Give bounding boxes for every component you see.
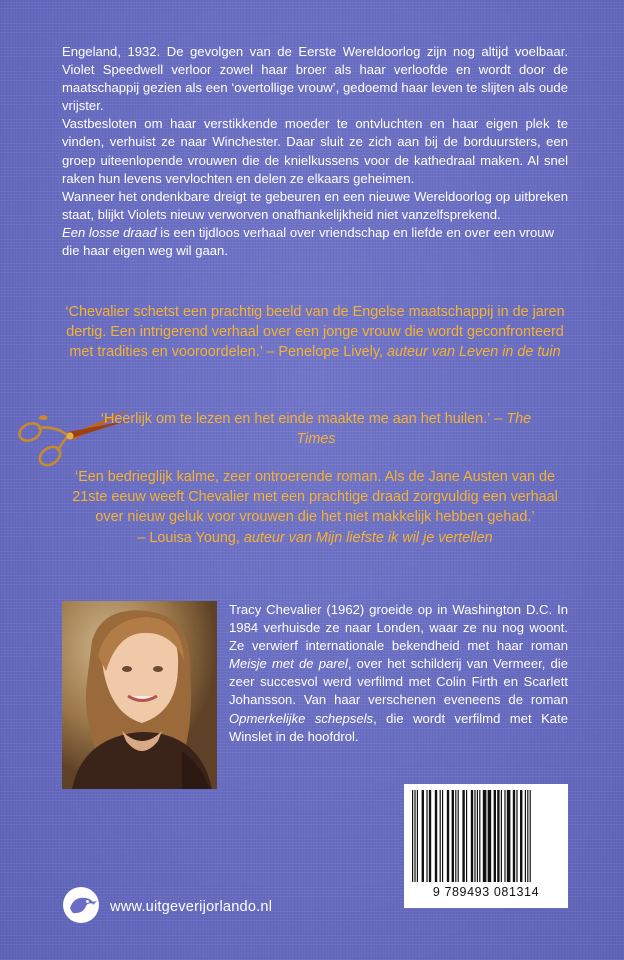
quote-source: auteur van Leven in de tuin — [386, 344, 561, 361]
barcode-area — [404, 784, 568, 908]
barcode-bar — [525, 790, 526, 882]
barcode-bar — [501, 790, 502, 882]
blurb-paragraph-2: Vastbesloten om haar verstikkende moeder te ontvluchten en haar eigen plek te vinden, verhuist ze naar Winchester. Daar sluit ze zich aan bij de borduursters, een groep uiteenlopende vrouwen die de knielkussens voor de kathedraal maken. Al snel raken hun levens vervlochten en delen ze elkaars geheimen. — [62, 116, 568, 186]
barcode-bar — [520, 790, 522, 882]
isbn-number: 9 789493 081314 — [432, 885, 540, 899]
publisher-footer — [62, 888, 272, 926]
author-bio — [229, 601, 568, 746]
barcode-bar — [530, 790, 531, 882]
bird-logo-icon — [62, 886, 100, 929]
publisher-url[interactable]: www.uitgeverijorlando.nl — [110, 899, 273, 915]
barcode-bar — [429, 790, 431, 882]
barcode-bar — [414, 790, 415, 882]
barcode-bar — [466, 790, 467, 882]
barcode-bar — [513, 790, 515, 882]
blurb-paragraph-4-text: is een tijdloos verhaal over vriendschap en liefde en over een vrouw die haar eigen weg wil gaan. — [62, 224, 555, 259]
bio-book-2: Opmerkelijke schepsels — [229, 710, 374, 726]
barcode-bar — [477, 790, 478, 882]
barcode-bar — [417, 790, 418, 882]
quote-text: ‘Chevalier schetst een prachtig beeld van de Engelse maatschappij in de jaren dertig. Een intrigerend verhaal over een jonge vrouw die wordt geconfronteerd met tradities en vooroordelen.’ — [65, 304, 565, 361]
blurb-paragraph-4 — [62, 224, 568, 260]
barcode-bar — [440, 790, 441, 882]
blurb-paragraph-1: Engeland, 1932. De gevolgen van de Eerste Wereldoorlog zijn nog altijd voelbaar. Violet Speedwell verloor zowel haar broer als haar verloofde en wordt door de maatschappij gezien als een ‘overtollige vrouw’, gedoemd haar leven te slijten als oude vrijster. — [62, 44, 568, 114]
barcode-bar — [452, 790, 454, 882]
barcode-bar — [422, 790, 424, 882]
barcode-bar — [488, 790, 492, 882]
bio-book-1: Meisje met de parel — [229, 656, 348, 672]
barcode-bar — [426, 790, 427, 882]
barcode-bar — [458, 790, 459, 882]
barcode-bar — [516, 790, 517, 882]
barcode-bar — [527, 790, 528, 882]
barcode-bar — [471, 790, 473, 882]
barcode — [404, 784, 568, 884]
quote-author: – Louisa Young, — [137, 529, 244, 546]
barcode-bar — [412, 790, 413, 882]
barcode-bar — [497, 790, 499, 882]
blurb — [62, 43, 568, 260]
review-quote-lively — [62, 302, 568, 363]
quote-text: ‘Heerlijk om te lezen en het einde maakte me aan het huilen.’ — [100, 411, 491, 427]
barcode-bar — [455, 790, 456, 882]
barcode-bar — [435, 790, 437, 882]
quote-author: – Penelope Lively, — [262, 344, 387, 361]
author-photo — [62, 601, 217, 789]
quote-author: – The Times — [296, 411, 532, 448]
barcode-bar — [507, 790, 511, 882]
bio-text-2: , over het schilderij van Vermeer, die zeer succesvol werd verfilmd met Colin Firth en Scarlett Johansson. Van haar verschenen eveneens de roman — [229, 656, 569, 708]
bio-text-1: Tracy Chevalier (1962) groeide op in Washington D.C. In 1984 verhuisde ze naar Londen, waar ze nu nog woont. Ze verwierf internationale bekendheid met haar roman — [229, 602, 568, 654]
book-title: Een losse draad — [62, 224, 157, 240]
bio-text-3: , die wordt verfilmd met Kate Winslet in de hoofdrol. — [229, 710, 569, 744]
barcode-bar — [462, 790, 464, 882]
barcode-bar — [494, 790, 496, 882]
barcode-bar — [479, 790, 480, 882]
barcode-bar — [483, 790, 487, 882]
barcode-bar — [442, 790, 443, 882]
review-quote-times — [96, 409, 536, 449]
barcode-bar — [474, 790, 475, 882]
barcode-bar — [504, 790, 505, 882]
barcode-bar — [447, 790, 449, 882]
blurb-paragraph-3: Wanneer het ondenkbare dreigt te gebeuren en een nieuwe Wereldoorlog op uitbreken staat, blijkt Violets nieuw verworven onafhankelijkheid niet vanzelfsprekend. — [62, 188, 568, 222]
quote-text: ‘Een bedrieglijk kalme, zeer ontroerende roman. Als de Jane Austen van de 21ste eeuw weeft Chevalier met een prachtige draad zorgvuldig een verhaal over nieuw geluk voor vrouwen die het niet makkelijk hebben gehad.’ — [72, 469, 558, 526]
quote-source: auteur van Mijn liefste ik wil je vertellen — [243, 529, 493, 546]
review-quote-young — [62, 467, 568, 548]
